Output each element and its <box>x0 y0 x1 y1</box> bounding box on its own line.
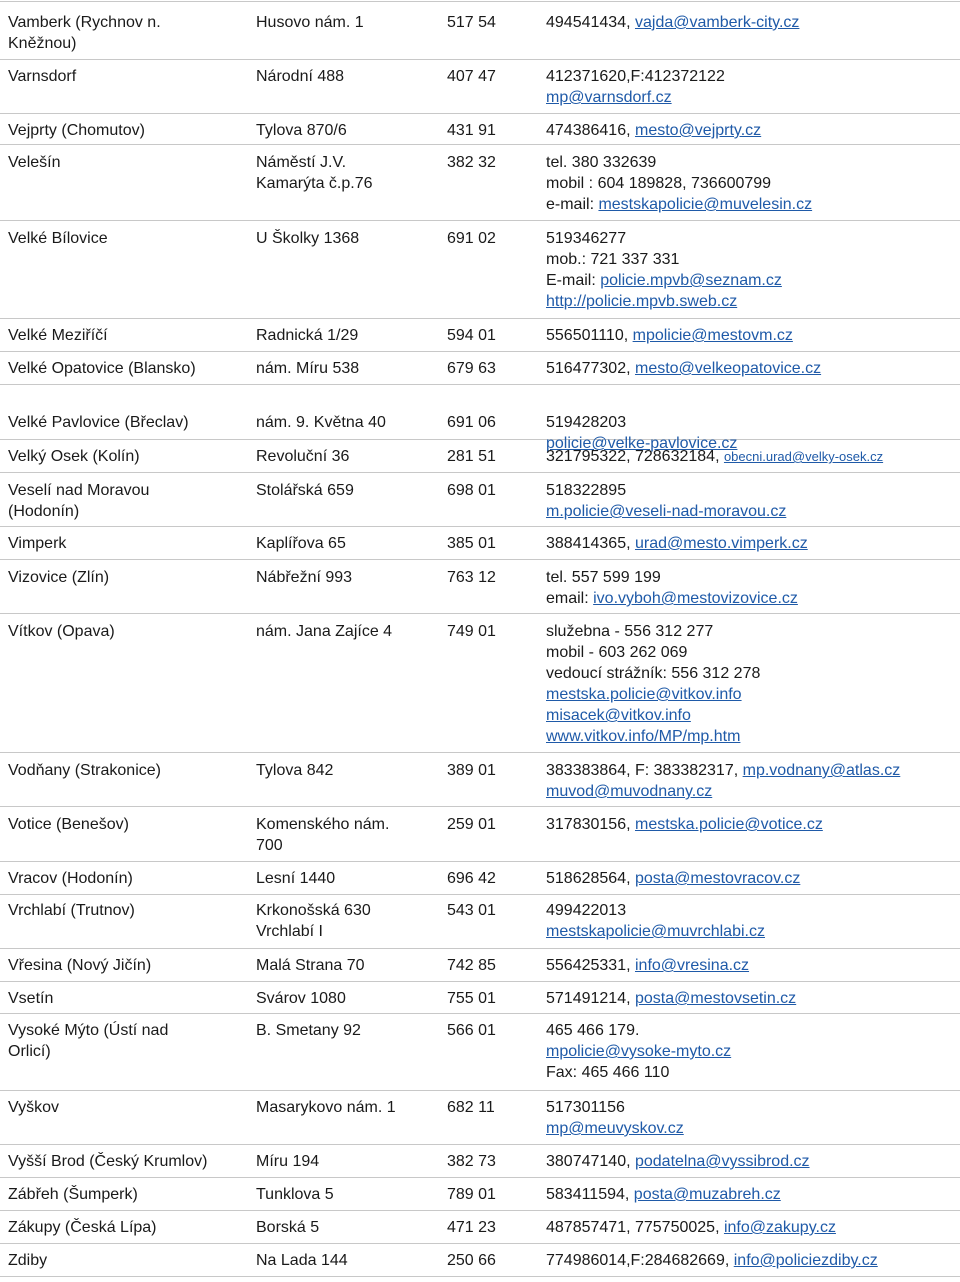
city-cell-line: Varnsdorf <box>8 68 77 85</box>
city-cell-line: Velký Osek (Kolín) <box>8 448 140 465</box>
city-cell <box>8 66 248 87</box>
row-divider <box>0 1013 960 1014</box>
city-cell-line: Kněžnou) <box>8 35 77 52</box>
city-cell <box>8 358 248 379</box>
address-cell-line: Svárov 1080 <box>256 990 346 1007</box>
contact-line <box>546 621 956 642</box>
postal-code-cell: 749 01 <box>447 623 496 640</box>
contact-text: E-mail: <box>546 272 601 289</box>
contact-link[interactable]: posta@mestovsetin.cz <box>634 990 797 1007</box>
contact-cell <box>546 1184 956 1205</box>
contact-cell <box>546 988 956 1009</box>
contact-link[interactable]: mp@varnsdorf.cz <box>546 89 672 106</box>
contact-line <box>546 726 956 747</box>
city-cell <box>8 900 248 921</box>
city-cell <box>8 1250 248 1271</box>
contact-text: mob.: 721 337 331 <box>546 251 680 268</box>
city-cell-line: Vřesina (Nový Jičín) <box>8 957 152 974</box>
city-cell-line: Vsetín <box>8 990 54 1007</box>
contact-text: 519428203 <box>546 414 627 431</box>
contact-line <box>546 1250 956 1271</box>
city-cell-line: Vyšší Brod (Český Krumlov) <box>8 1153 208 1170</box>
contact-text: mobil : 604 189828, 736600799 <box>546 175 772 192</box>
contact-cell <box>546 814 956 835</box>
row-divider <box>0 1210 960 1211</box>
row-divider <box>0 472 960 473</box>
postal-code-cell: 691 02 <box>447 230 496 247</box>
postal-code-cell: 682 11 <box>447 1099 495 1116</box>
city-cell <box>8 868 248 889</box>
contact-text: 583411594, <box>546 1186 634 1203</box>
contact-link[interactable]: mp.vodnany@atlas.cz <box>742 762 901 779</box>
city-cell <box>8 12 248 54</box>
row-divider <box>0 1177 960 1178</box>
city-cell <box>8 1184 248 1205</box>
address-cell-line: Krkonošská 630 <box>256 902 371 919</box>
row-divider <box>0 894 960 895</box>
address-cell-line: Kaplířova 65 <box>256 535 346 552</box>
contact-line <box>546 900 956 921</box>
address-cell-line: Husovo nám. 1 <box>256 14 364 31</box>
city-cell-line: Velké Pavlovice (Břeclav) <box>8 414 189 431</box>
contact-line <box>546 642 956 663</box>
contact-cell <box>546 1020 956 1083</box>
row-divider <box>0 526 960 527</box>
contact-cell <box>546 955 956 976</box>
contact-cell <box>546 1217 956 1238</box>
contact-line <box>546 358 956 379</box>
row-divider <box>0 1243 960 1244</box>
contact-line <box>546 955 956 976</box>
contact-text: 518628564, <box>546 870 635 887</box>
address-cell-line: nám. Míru 538 <box>256 360 360 377</box>
city-cell-line: Votice (Benešov) <box>8 816 129 833</box>
row-divider <box>0 144 960 145</box>
contact-text: 518322895 <box>546 482 627 499</box>
contact-text: tel. 557 599 199 <box>546 569 661 586</box>
contact-text: 380747140, <box>546 1153 635 1170</box>
contact-line <box>546 228 956 249</box>
postal-code-cell: 517 54 <box>447 14 496 31</box>
address-cell-line: Tunklova 5 <box>256 1186 334 1203</box>
postal-code-cell: 543 01 <box>447 902 496 919</box>
contact-line <box>546 1020 956 1041</box>
contact-line <box>546 988 956 1009</box>
contact-link[interactable]: urad@mesto.vimperk.cz <box>634 535 808 552</box>
address-cell <box>256 446 442 467</box>
city-cell-line: Zdiby <box>8 1252 48 1269</box>
contact-cell <box>546 480 956 522</box>
row-divider <box>0 318 960 319</box>
contact-cell <box>546 760 956 802</box>
row-divider <box>0 981 960 982</box>
contact-line <box>546 684 956 705</box>
contact-cell <box>546 621 956 747</box>
city-cell-line: Vamberk (Rychnov n. <box>8 14 161 31</box>
contact-link[interactable]: mestska.policie@votice.cz <box>634 816 823 833</box>
contact-line <box>546 270 956 291</box>
address-cell <box>256 1151 442 1172</box>
contact-line <box>546 120 956 141</box>
address-cell-line: Malá Strana 70 <box>256 957 365 974</box>
address-cell-line: Komenského nám. <box>256 816 390 833</box>
city-cell-line: Velké Opatovice (Blansko) <box>8 360 196 377</box>
city-cell-line: (Hodonín) <box>8 503 80 520</box>
contact-link[interactable]: info@policiezdiby.cz <box>733 1252 878 1269</box>
city-cell <box>8 1151 248 1172</box>
city-cell-line: Vodňany (Strakonice) <box>8 762 161 779</box>
contact-link[interactable]: http://policie.mpvb.sweb.cz <box>546 293 738 310</box>
contact-cell <box>546 66 956 108</box>
address-cell <box>256 120 442 141</box>
row-divider <box>0 861 960 862</box>
contact-text: email: <box>546 590 594 607</box>
city-cell-line: Velešín <box>8 154 61 171</box>
contact-link[interactable]: misacek@vitkov.info <box>546 707 691 724</box>
contact-text: mobil - 603 262 069 <box>546 644 688 661</box>
address-cell-line: Náměstí J.V. <box>256 154 347 171</box>
city-cell <box>8 567 248 588</box>
address-cell <box>256 1097 442 1118</box>
contact-line <box>546 480 956 501</box>
address-cell <box>256 12 442 33</box>
city-cell-line: Vimperk <box>8 535 67 552</box>
address-cell <box>256 358 442 379</box>
address-cell-line: Tylova 842 <box>256 762 334 779</box>
address-cell-line: U Školky 1368 <box>256 230 360 247</box>
city-cell <box>8 412 248 433</box>
city-cell-line: Vysoké Mýto (Ústí nad <box>8 1022 169 1039</box>
contact-cell <box>546 120 956 141</box>
city-cell <box>8 325 248 346</box>
contact-line <box>546 291 956 312</box>
address-cell <box>256 533 442 554</box>
row-divider <box>0 1090 960 1091</box>
postal-code-cell: 389 01 <box>447 762 496 779</box>
contact-cell <box>546 1097 956 1139</box>
contact-link[interactable]: mpolicie@vysoke-myto.cz <box>546 1043 732 1060</box>
contact-link[interactable]: policie@velke-pavlovice.cz <box>546 435 738 452</box>
postal-code-cell: 471 23 <box>447 1219 496 1236</box>
contact-text: služebna - 556 312 277 <box>546 623 714 640</box>
contact-link[interactable]: mestskapolicie@muvrchlabi.cz <box>546 923 765 940</box>
address-cell-line: Nábřežní 993 <box>256 569 353 586</box>
address-cell <box>256 760 442 781</box>
address-cell <box>256 1184 442 1205</box>
row-divider <box>0 806 960 807</box>
postal-code-cell: 755 01 <box>447 990 496 1007</box>
contact-line <box>546 1041 956 1062</box>
postal-code-cell: 696 42 <box>447 870 496 887</box>
row-divider <box>0 384 960 385</box>
city-cell <box>8 760 248 781</box>
city-cell-line: Zákupy (Česká Lípa) <box>8 1219 157 1236</box>
postal-code-cell: 407 47 <box>447 68 496 85</box>
postal-code-cell: 259 01 <box>447 816 496 833</box>
city-cell-line: Orlicí) <box>8 1043 51 1060</box>
city-cell-line: Veselí nad Moravou <box>8 482 150 499</box>
contact-link[interactable]: muvod@muvodnany.cz <box>546 783 713 800</box>
address-cell <box>256 621 442 642</box>
contact-text: 556501110, <box>546 327 633 344</box>
postal-code-cell: 281 51 <box>447 448 496 465</box>
contact-text: tel. 380 332639 <box>546 154 657 171</box>
contact-line <box>546 781 956 802</box>
row-divider <box>0 559 960 560</box>
city-cell <box>8 1020 248 1062</box>
contact-text: Fax: 465 466 110 <box>546 1064 670 1081</box>
city-cell-line: Vyškov <box>8 1099 59 1116</box>
postal-code-cell: 594 01 <box>447 327 496 344</box>
contact-link[interactable]: info@vresina.cz <box>634 957 750 974</box>
contact-link[interactable]: mesto@velkeopatovice.cz <box>634 360 822 377</box>
contact-link[interactable]: mestskapolicie@muvelesin.cz <box>598 196 813 213</box>
contact-line <box>546 705 956 726</box>
contact-link[interactable]: info@zakupy.cz <box>723 1219 836 1236</box>
contact-link[interactable]: posta@mestovracov.cz <box>634 870 801 887</box>
contact-link[interactable]: mestska.policie@vitkov.info <box>546 686 742 703</box>
postal-code-cell: 742 85 <box>447 957 496 974</box>
city-cell-line: Vítkov (Opava) <box>8 623 115 640</box>
contact-line <box>546 249 956 270</box>
contact-line <box>546 501 956 522</box>
address-cell-line: Tylova 870/6 <box>256 122 347 139</box>
row-divider <box>0 59 960 60</box>
city-cell <box>8 1097 248 1118</box>
contact-link[interactable]: mp@meuvyskov.cz <box>546 1120 684 1137</box>
contact-text: 412371620,F:412372122 <box>546 68 725 85</box>
contact-link[interactable]: ivo.vyboh@mestovizovice.cz <box>593 590 798 607</box>
address-cell <box>256 325 442 346</box>
contact-link[interactable]: m.policie@veseli-nad-moravou.cz <box>546 503 787 520</box>
contact-cell <box>546 533 956 554</box>
address-cell <box>256 412 442 433</box>
contact-cell <box>546 567 956 609</box>
city-cell-line: Velké Meziříčí <box>8 327 108 344</box>
contact-line <box>546 588 956 609</box>
contact-cell <box>546 868 956 889</box>
contact-line <box>546 87 956 108</box>
address-cell-line: Míru 194 <box>256 1153 320 1170</box>
address-cell <box>256 900 442 942</box>
address-cell-line: Radnická 1/29 <box>256 327 359 344</box>
contact-text: 516477302, <box>546 360 635 377</box>
postal-code-cell: 385 01 <box>447 535 496 552</box>
postal-code-cell: 698 01 <box>447 482 496 499</box>
contact-line <box>546 1217 956 1238</box>
contact-line <box>546 66 956 87</box>
contact-cell <box>546 12 956 33</box>
row-divider <box>0 113 960 114</box>
contact-cell <box>546 1250 956 1271</box>
contact-link[interactable]: policie.mpvb@seznam.cz <box>600 272 782 289</box>
contact-line <box>546 12 956 33</box>
address-cell-line: Masarykovo nám. 1 <box>256 1099 396 1116</box>
contact-line <box>546 1097 956 1118</box>
city-cell-line: Vracov (Hodonín) <box>8 870 133 887</box>
city-cell <box>8 955 248 976</box>
row-divider <box>0 613 960 614</box>
postal-code-cell: 679 63 <box>447 360 496 377</box>
contact-text: 474386416, <box>546 122 635 139</box>
address-cell-line: Národní 488 <box>256 68 345 85</box>
address-cell <box>256 228 442 249</box>
contact-text: 494541434, <box>546 14 635 31</box>
contact-text: 317830156, <box>546 816 635 833</box>
contact-link[interactable]: podatelna@vyssibrod.cz <box>634 1153 810 1170</box>
address-cell <box>256 1217 442 1238</box>
contact-text: 388414365, <box>546 535 635 552</box>
contact-line <box>546 1118 956 1139</box>
address-cell-line: Stolářská 659 <box>256 482 354 499</box>
address-cell <box>256 152 442 194</box>
row-divider <box>0 1144 960 1145</box>
address-cell-line: nám. Jana Zajíce 4 <box>256 623 393 640</box>
contact-cell <box>546 228 956 312</box>
contact-text: 321795322, 728632184, <box>546 448 724 465</box>
contact-cell <box>546 446 956 467</box>
contact-line <box>546 921 956 942</box>
contact-line <box>546 325 956 346</box>
address-cell <box>256 567 442 588</box>
contact-line <box>546 868 956 889</box>
contact-line <box>546 173 956 194</box>
city-cell <box>8 1217 248 1238</box>
city-cell <box>8 120 248 141</box>
contact-line <box>546 1151 956 1172</box>
contact-line <box>546 1062 956 1083</box>
contact-line <box>546 194 956 215</box>
postal-code-cell: 789 01 <box>447 1186 496 1203</box>
row-divider <box>0 1 960 2</box>
row-divider <box>0 752 960 753</box>
address-cell-line: 700 <box>256 837 283 854</box>
contact-line <box>546 152 956 173</box>
postal-code-cell: 691 06 <box>447 414 496 431</box>
contact-link[interactable]: mesto@vejprty.cz <box>634 122 762 139</box>
city-cell <box>8 533 248 554</box>
address-cell <box>256 66 442 87</box>
contact-line <box>546 412 956 433</box>
address-cell-line: Revoluční 36 <box>256 448 350 465</box>
city-cell-line: Vrchlabí (Trutnov) <box>8 902 135 919</box>
address-cell <box>256 868 442 889</box>
row-divider <box>0 948 960 949</box>
contact-text: 774986014,F:284682669, <box>546 1252 734 1269</box>
address-cell-line: Borská 5 <box>256 1219 320 1236</box>
contact-text: 519346277 <box>546 230 627 247</box>
postal-code-cell: 382 32 <box>447 154 496 171</box>
address-cell <box>256 1250 442 1271</box>
address-cell-line: Kamarýta č.p.76 <box>256 175 373 192</box>
contact-cell <box>546 358 956 379</box>
contact-cell <box>546 325 956 346</box>
postal-code-cell: 566 01 <box>447 1022 496 1039</box>
contact-text: vedoucí strážník: 556 312 278 <box>546 665 761 682</box>
address-cell-line: nám. 9. Května 40 <box>256 414 386 431</box>
row-divider <box>0 351 960 352</box>
contact-text: 571491214, <box>546 990 635 1007</box>
postal-code-cell: 763 12 <box>447 569 496 586</box>
contact-text: 465 466 179. <box>546 1022 640 1039</box>
contact-link[interactable]: posta@muzabreh.cz <box>633 1186 781 1203</box>
city-cell-line: Velké Bílovice <box>8 230 108 247</box>
postal-code-cell: 431 91 <box>447 122 496 139</box>
row-divider <box>0 1276 960 1277</box>
address-cell <box>256 988 442 1009</box>
address-cell <box>256 1020 442 1041</box>
city-cell <box>8 228 248 249</box>
address-cell <box>256 955 442 976</box>
contact-text: 487857471, 775750025, <box>546 1219 724 1236</box>
contact-cell <box>546 1151 956 1172</box>
contact-line <box>546 567 956 588</box>
contact-link[interactable]: obecni.urad@velky-osek.cz <box>723 449 884 464</box>
address-cell <box>256 814 442 856</box>
contact-line <box>546 663 956 684</box>
contact-link[interactable]: mpolicie@mestovm.cz <box>632 327 793 344</box>
contact-line <box>546 814 956 835</box>
contact-link[interactable]: www.vitkov.info/MP/mp.htm <box>546 728 741 745</box>
contact-cell <box>546 900 956 942</box>
postal-code-cell: 250 66 <box>447 1252 496 1269</box>
address-cell-line: B. Smetany 92 <box>256 1022 361 1039</box>
city-cell-line: Vizovice (Zlín) <box>8 569 110 586</box>
contact-text: 517301156 <box>546 1099 625 1116</box>
contact-line <box>546 446 956 467</box>
postal-code-cell: 382 73 <box>447 1153 496 1170</box>
city-cell-line: Zábřeh (Šumperk) <box>8 1186 138 1203</box>
contact-cell <box>546 152 956 215</box>
contact-line <box>546 533 956 554</box>
city-cell <box>8 446 248 467</box>
contact-text: 556425331, <box>546 957 635 974</box>
city-cell <box>8 480 248 522</box>
city-cell <box>8 988 248 1009</box>
contact-text: e-mail: <box>546 196 599 213</box>
row-divider <box>0 220 960 221</box>
contact-link[interactable]: vajda@vamberk-city.cz <box>634 14 800 31</box>
address-cell-line: Lesní 1440 <box>256 870 336 887</box>
city-cell <box>8 152 248 173</box>
contact-text: 383383864, F: 383382317, <box>546 762 743 779</box>
city-cell-line: Vejprty (Chomutov) <box>8 122 145 139</box>
city-cell <box>8 621 248 642</box>
contact-text: 499422013 <box>546 902 627 919</box>
contact-line <box>546 1184 956 1205</box>
city-cell <box>8 814 248 835</box>
address-cell <box>256 480 442 501</box>
contact-line <box>546 760 956 781</box>
address-cell-line: Na Lada 144 <box>256 1252 348 1269</box>
address-cell-line: Vrchlabí I <box>256 923 323 940</box>
